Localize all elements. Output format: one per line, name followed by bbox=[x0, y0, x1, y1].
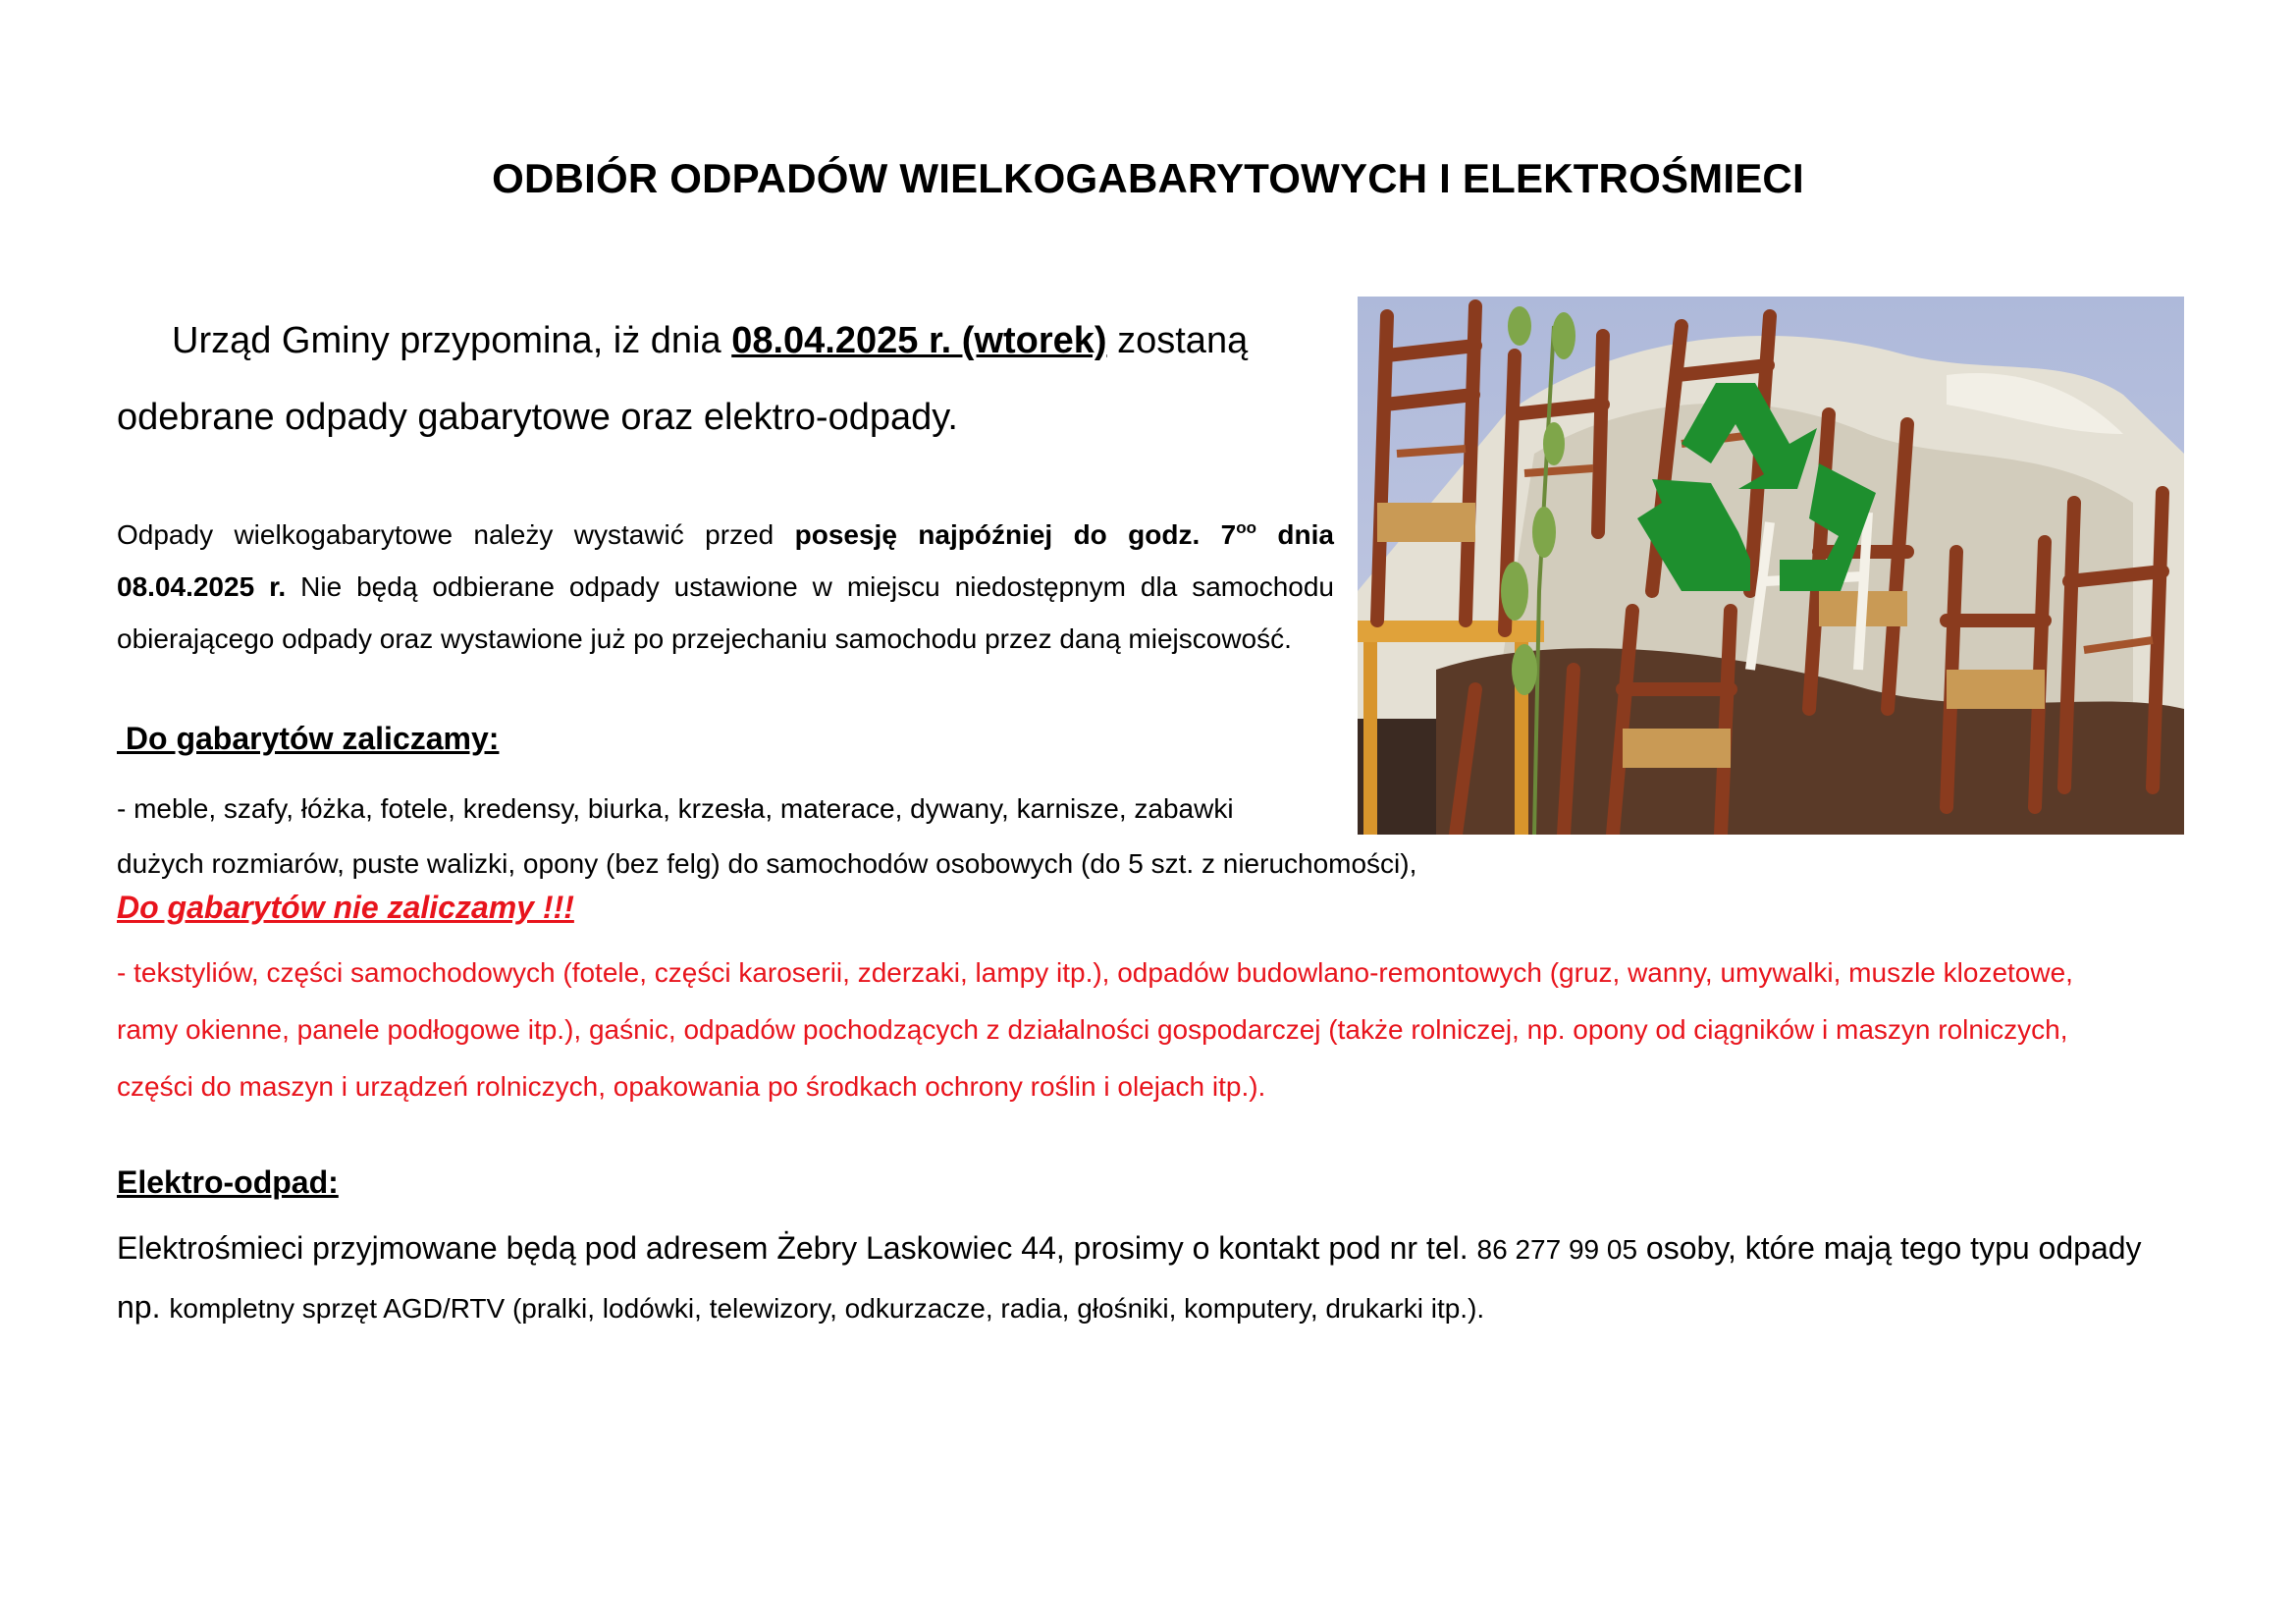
notice-text-end: Nie będą odbierane odpady ustawione w miejscu niedostępnym dla samochodu obierającego odpady oraz wystawione już po przejechaniu samochodu przez daną miejscowość. bbox=[117, 571, 1334, 654]
elektro-heading: Elektro-odpad: bbox=[117, 1164, 339, 1200]
elektro-examples: kompletny sprzęt AGD/RTV (pralki, lodówki, telewizory, odkurzacze, radia, głośniki, komputery, drukarki itp.). bbox=[169, 1293, 1485, 1324]
nie-gabaryty-heading: Do gabarytów nie zaliczamy !!! bbox=[117, 890, 574, 925]
gabaryty-heading: Do gabarytów zaliczamy: bbox=[117, 721, 500, 756]
phone-number: 86 277 99 05 bbox=[1476, 1234, 1638, 1265]
elektro-text-mid: osoby, które mają tego typu odpady np. bbox=[117, 1230, 2142, 1325]
gabaryty-list-line1: - meble, szafy, łóżka, fotele, kredensy, biurka, krzesła, materace, dywany, karnisze, zabawki bbox=[117, 793, 1234, 824]
gabaryty-list-line2: dużych rozmiarów, puste walizki, opony (bez felg) do samochodów osobowych (do 5 szt. z nieruchomości), bbox=[117, 848, 1417, 879]
intro-text-end: zostaną odebrane odpady gabarytowe oraz elektro-odpady. bbox=[117, 320, 1249, 438]
hour-superscript: oo bbox=[1236, 518, 1257, 537]
intro-paragraph bbox=[117, 302, 1295, 456]
collection-date: 08.04.2025 r. (wtorek) bbox=[731, 320, 1107, 361]
intro-text: Urząd Gminy przypomina, iż dnia bbox=[172, 320, 732, 361]
notice-paragraph bbox=[117, 509, 1334, 665]
notice-text: Odpady wielkogabarytowe należy wystawić przed bbox=[117, 519, 795, 550]
bulky-waste-photo bbox=[1358, 297, 2184, 835]
nie-gabaryty-list: - tekstyliów, części samochodowych (fotele, części karoserii, zderzaki, lampy itp.), odpadów budowlano-remontowych (gruz, wanny, umywalki, muszle klozetowe, ramy okienne, panele podłogowe itp.), gaśnic, odpadów pochodzących z działalności gospodarczej (także rolniczej, np. opony od ciągników i maszyn rolniczych, części do maszyn i urządzeń rolniczych, opakowania po środkach ochrony roślin i olejach itp.). bbox=[117, 957, 2073, 1102]
title-text: ODBIÓR ODPADÓW WIELKOGABARYTOWYCH I ELEKTROŚMIECI bbox=[492, 155, 1804, 201]
page-title bbox=[0, 155, 2296, 202]
elektro-text: Elektrośmieci przyjmowane będą pod adresem Żebry Laskowiec 44, prosimy o kontakt pod nr tel. bbox=[117, 1230, 1477, 1266]
notice-deadline: posesję najpóźniej do godz. $7^{oo}$ dnia 08.04.2025 r. bbox=[117, 518, 1334, 602]
elektro-paragraph bbox=[117, 1219, 2188, 1337]
